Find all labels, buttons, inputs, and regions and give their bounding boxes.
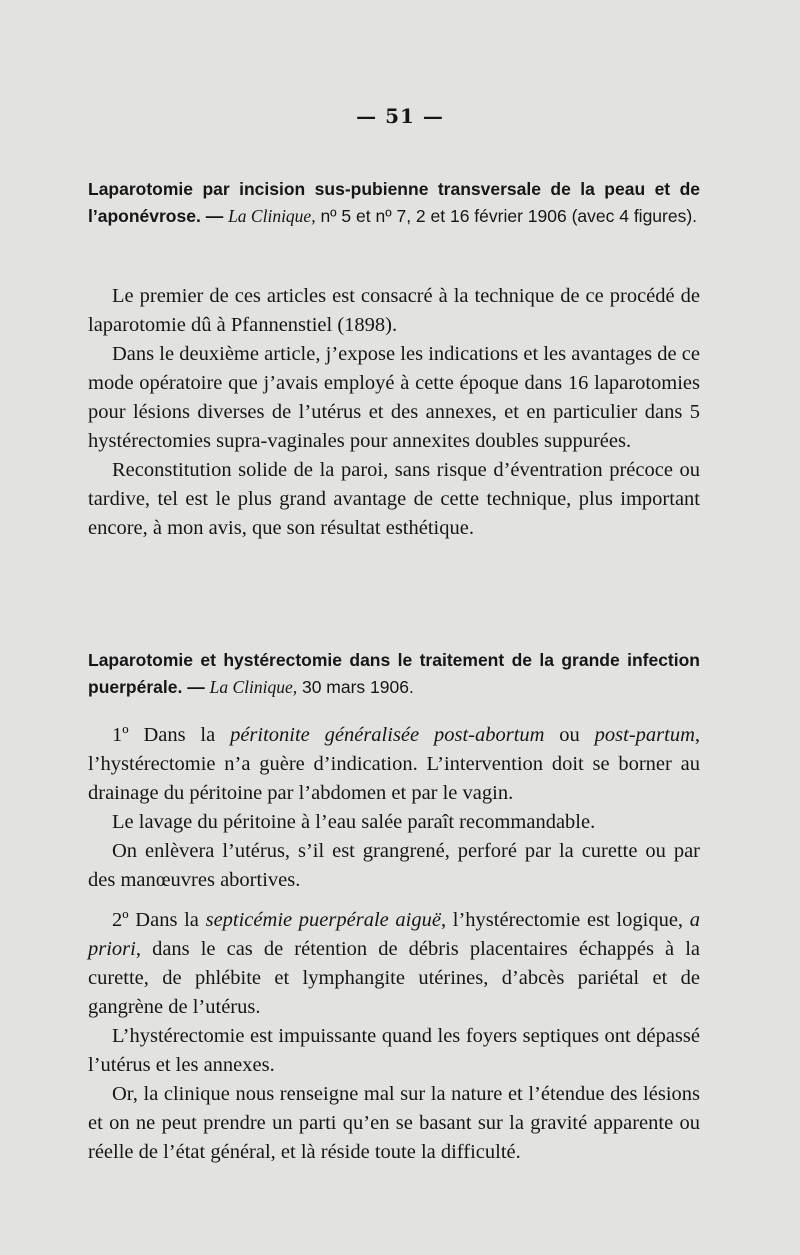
text-run: ou [544,724,595,746]
journal-name: La Clinique, [228,206,316,226]
title-dash: — [200,206,229,226]
italic-term: péritonite généralisée post-abortum [230,724,545,746]
section-heading-hysterectomie-infection [88,647,700,701]
title-dash: — [182,677,210,697]
paragraph: Le lavage du péritoine à l’eau salée paraît recommandable. [112,811,596,833]
paragraph [88,721,700,808]
text-run: , l’hystérectomie est logique, [440,909,690,931]
section-heading-laparotomie-incision [88,176,700,230]
section-body-laparotomie-incision [88,282,700,543]
page-number: — 51 — [356,104,444,128]
paragraph: Dans le deuxième article, j’expose les indications et les avantages de ce mode opératoire que j’avais employé à cette époque dans 16 laparotomies pour lésions diverses de l’utérus et des annexes, et en particulier dans 5 hystérectomies supra-vaginales pour annexites doubles suppurées. [88,343,700,452]
italic-term: septicémie puerpérale aiguë [205,909,441,931]
paragraph: Reconstitution solide de la paroi, sans risque d’éventration précoce ou tardive, tel est le plus grand avantage de cette technique, plus important encore, à mon avis, que son résultat esthétique. [88,459,700,539]
publication-details: 30 mars 1906. [297,677,414,697]
text-run: 2º Dans la [112,909,206,931]
publication-details: nº 5 et nº 7, 2 et 16 février 1906 (avec 4 figures). [315,206,698,226]
section-title: Laparotomie et hystérectomie dans le traitement de la grande infection puerpérale. [88,650,700,697]
paragraph: On enlèvera l’utérus, s’il est grangrené, perforé par la curette ou par des manœuvres abortives. [88,840,700,891]
text-run: , l’hystérectomie n’a guère d’indication. L’intervention doit se borner au drainage du péritoine par l’abdomen et par le vagin. [88,724,700,804]
italic-term: a priori [88,909,700,960]
italic-term: post-partum [594,724,695,746]
paragraph [88,906,700,1022]
paragraph: Le premier de ces articles est consacré à la technique de ce procédé de laparotomie dû à Pfannenstiel (1898). [88,285,700,336]
paragraph: L’hystérectomie est impuissante quand les foyers septiques ont dépassé l’utérus et les annexes. [88,1025,700,1076]
section-title: Laparotomie par incision sus-pubienne transversale de la peau et de l’aponévrose. [88,179,700,226]
paragraph: Or, la clinique nous renseigne mal sur la nature et l’étendue des lésions et on ne peut prendre un parti qu’en se basant sur la gravité apparente ou réelle de l’état général, et là réside toute la difficulté. [88,1083,700,1163]
section-body-hysterectomie-infection [88,721,700,1167]
text-run: , dans le cas de rétention de débris placentaires échappés à la curette, de phlébite et lymphangite utérines, d’abcès pariétal et de gangrène de l’utérus. [88,938,700,1018]
section-source [228,206,697,226]
text-run: 1º Dans la [112,724,231,746]
section-source [210,677,414,697]
journal-name: La Clinique, [209,677,298,697]
